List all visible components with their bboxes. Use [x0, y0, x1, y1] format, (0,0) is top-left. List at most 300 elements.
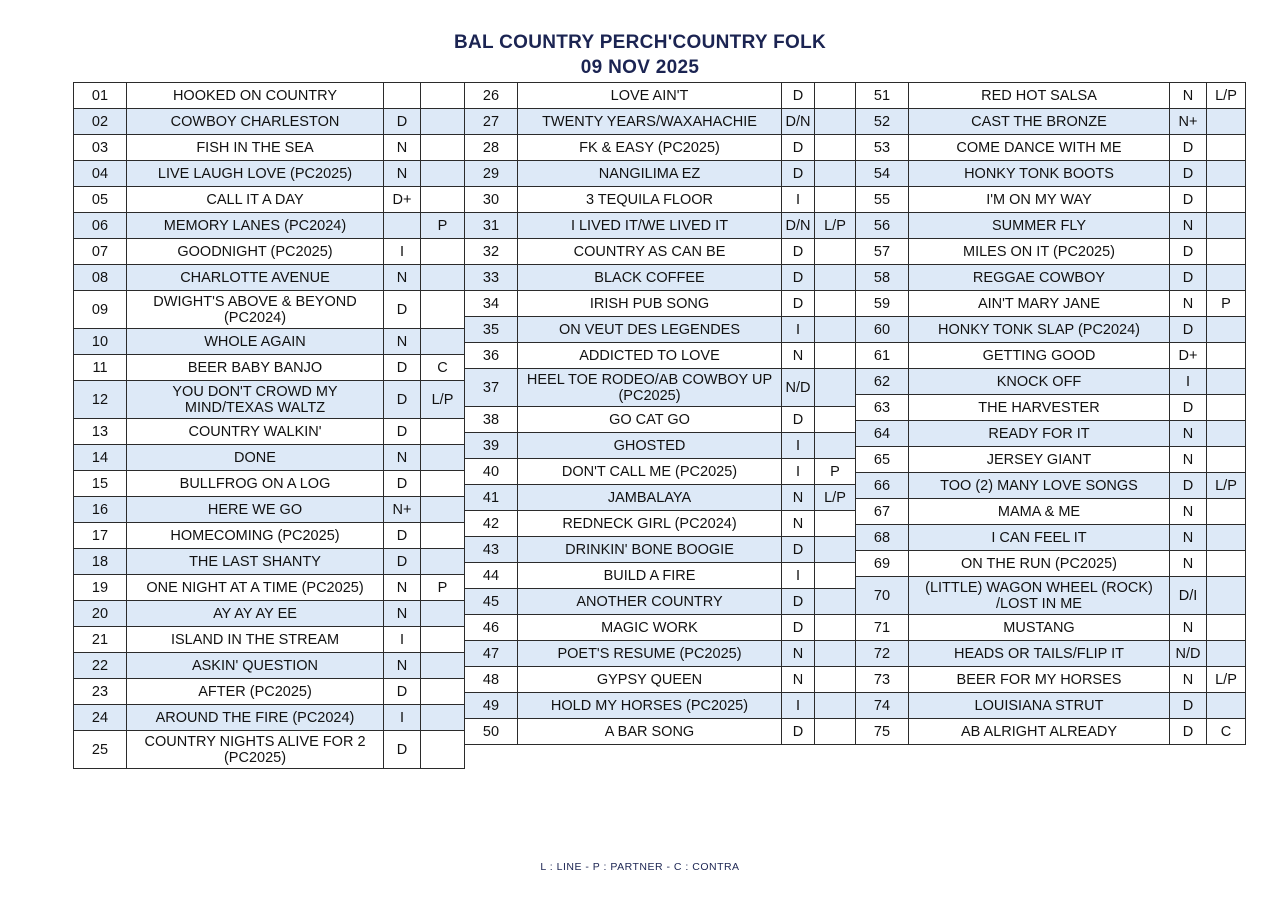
dance-type — [421, 239, 465, 265]
dance-type — [815, 187, 856, 213]
dance-row — [465, 485, 856, 511]
dance-number: 10 — [74, 329, 127, 355]
dance-title: HERE WE GO — [127, 497, 384, 523]
dance-type — [421, 161, 465, 187]
dance-type — [1207, 525, 1246, 551]
dance-row — [74, 731, 465, 769]
dance-level: N — [1170, 447, 1207, 473]
dance-type — [421, 135, 465, 161]
dance-row — [465, 459, 856, 485]
dance-title: TWENTY YEARS/WAXAHACHIE — [518, 109, 782, 135]
dance-title: COUNTRY AS CAN BE — [518, 239, 782, 265]
dance-type — [815, 641, 856, 667]
dance-level: N — [782, 667, 815, 693]
dance-title: HOMECOMING (PC2025) — [127, 523, 384, 549]
dance-level: I — [384, 705, 421, 731]
dance-level: D — [384, 291, 421, 329]
dance-number: 37 — [465, 369, 518, 407]
dance-row — [465, 83, 856, 109]
dance-type — [1207, 213, 1246, 239]
dance-number: 07 — [74, 239, 127, 265]
dance-type — [421, 679, 465, 705]
dance-type: C — [1207, 719, 1246, 745]
dance-type: L/P — [1207, 473, 1246, 499]
dance-title: RED HOT SALSA — [909, 83, 1170, 109]
dance-number: 73 — [856, 667, 909, 693]
dance-level: D — [1170, 395, 1207, 421]
dance-title: HOOKED ON COUNTRY — [127, 83, 384, 109]
dance-number: 22 — [74, 653, 127, 679]
dance-number: 38 — [465, 407, 518, 433]
dance-number: 33 — [465, 265, 518, 291]
dance-number: 75 — [856, 719, 909, 745]
dance-row — [856, 161, 1246, 187]
dance-type: P — [421, 575, 465, 601]
dance-type — [1207, 265, 1246, 291]
dance-number: 13 — [74, 419, 127, 445]
dance-level: I — [384, 627, 421, 653]
dance-number: 67 — [856, 499, 909, 525]
dance-type — [421, 187, 465, 213]
dance-title: ASKIN' QUESTION — [127, 653, 384, 679]
dance-type — [421, 731, 465, 769]
dance-type — [1207, 369, 1246, 395]
dance-row — [856, 525, 1246, 551]
dance-title: COUNTRY WALKIN' — [127, 419, 384, 445]
dance-row — [74, 83, 465, 109]
dance-number: 28 — [465, 135, 518, 161]
dance-row — [465, 135, 856, 161]
dance-number: 25 — [74, 731, 127, 769]
dance-row — [465, 187, 856, 213]
dance-level: N — [1170, 499, 1207, 525]
dance-number: 64 — [856, 421, 909, 447]
dance-row — [465, 719, 856, 745]
dance-level: D+ — [1170, 343, 1207, 369]
dance-type — [815, 109, 856, 135]
dance-row — [74, 381, 465, 419]
dance-type — [421, 445, 465, 471]
dance-level: N — [384, 445, 421, 471]
dance-title: I'M ON MY WAY — [909, 187, 1170, 213]
dance-number: 02 — [74, 109, 127, 135]
dance-type: L/P — [815, 485, 856, 511]
dance-number: 47 — [465, 641, 518, 667]
dance-level: D/I — [1170, 577, 1207, 615]
dance-number: 16 — [74, 497, 127, 523]
dance-level: D — [782, 83, 815, 109]
dance-row — [465, 407, 856, 433]
dance-number: 72 — [856, 641, 909, 667]
dance-level: D — [384, 419, 421, 445]
dance-level: D — [384, 381, 421, 419]
dance-title: HONKY TONK SLAP (PC2024) — [909, 317, 1170, 343]
legend: L : LINE - P : PARTNER - C : CONTRA — [540, 861, 740, 873]
dance-row — [465, 537, 856, 563]
dance-title: CALL IT A DAY — [127, 187, 384, 213]
dance-title: CHARLOTTE AVENUE — [127, 265, 384, 291]
dance-row — [856, 693, 1246, 719]
dance-level: N — [1170, 615, 1207, 641]
dance-type — [421, 329, 465, 355]
dance-type — [815, 511, 856, 537]
dance-level: N — [1170, 421, 1207, 447]
dance-type — [421, 601, 465, 627]
dance-type — [1207, 135, 1246, 161]
dance-number: 41 — [465, 485, 518, 511]
dance-table-1 — [73, 82, 465, 769]
dance-number: 08 — [74, 265, 127, 291]
dance-type — [1207, 343, 1246, 369]
dance-row — [465, 265, 856, 291]
dance-row — [856, 473, 1246, 499]
dance-number: 42 — [465, 511, 518, 537]
dance-type — [1207, 693, 1246, 719]
dance-level: D — [1170, 265, 1207, 291]
dance-title: AIN'T MARY JANE — [909, 291, 1170, 317]
dance-title: COWBOY CHARLESTON — [127, 109, 384, 135]
dance-number: 23 — [74, 679, 127, 705]
dance-level: N — [384, 329, 421, 355]
dance-title: MILES ON IT (PC2025) — [909, 239, 1170, 265]
dance-row — [74, 187, 465, 213]
dance-row — [856, 265, 1246, 291]
dance-level: N — [1170, 667, 1207, 693]
dance-title: SUMMER FLY — [909, 213, 1170, 239]
dance-title: LIVE LAUGH LOVE (PC2025) — [127, 161, 384, 187]
dance-level: D — [1170, 187, 1207, 213]
dance-type — [421, 497, 465, 523]
dance-level: I — [384, 239, 421, 265]
dance-number: 14 — [74, 445, 127, 471]
dance-row — [856, 213, 1246, 239]
dance-title: A BAR SONG — [518, 719, 782, 745]
dance-title: THE LAST SHANTY — [127, 549, 384, 575]
dance-row — [465, 317, 856, 343]
dance-type — [1207, 395, 1246, 421]
dance-level: D/N — [782, 109, 815, 135]
dance-row — [856, 551, 1246, 577]
dance-number: 29 — [465, 161, 518, 187]
dance-row — [74, 329, 465, 355]
dance-row — [465, 589, 856, 615]
dance-number: 59 — [856, 291, 909, 317]
dance-number: 53 — [856, 135, 909, 161]
dance-number: 30 — [465, 187, 518, 213]
dance-number: 17 — [74, 523, 127, 549]
dance-number: 70 — [856, 577, 909, 615]
dance-type — [815, 563, 856, 589]
dance-title: MEMORY LANES (PC2024) — [127, 213, 384, 239]
dance-number: 21 — [74, 627, 127, 653]
dance-number: 56 — [856, 213, 909, 239]
dance-row — [856, 447, 1246, 473]
dance-row — [465, 161, 856, 187]
dance-row — [856, 667, 1246, 693]
dance-number: 71 — [856, 615, 909, 641]
dance-title: DON'T CALL ME (PC2025) — [518, 459, 782, 485]
dance-type — [1207, 551, 1246, 577]
dance-type — [815, 589, 856, 615]
dance-level: D — [384, 471, 421, 497]
dance-number: 51 — [856, 83, 909, 109]
dance-title: POET'S RESUME (PC2025) — [518, 641, 782, 667]
dance-title: CAST THE BRONZE — [909, 109, 1170, 135]
dance-number: 49 — [465, 693, 518, 719]
dance-type — [421, 109, 465, 135]
dance-level: N — [782, 343, 815, 369]
dance-title: GO CAT GO — [518, 407, 782, 433]
dance-title: DRINKIN' BONE BOOGIE — [518, 537, 782, 563]
dance-number: 46 — [465, 615, 518, 641]
dance-level: N — [1170, 525, 1207, 551]
dance-type: L/P — [815, 213, 856, 239]
event-date: 09 NOV 2025 — [580, 57, 700, 78]
dance-row — [465, 109, 856, 135]
dance-number: 26 — [465, 83, 518, 109]
dance-level: N — [782, 641, 815, 667]
dance-level: D — [384, 549, 421, 575]
dance-title: FK & EASY (PC2025) — [518, 135, 782, 161]
dance-level: N — [782, 485, 815, 511]
dance-title: NANGILIMA EZ — [518, 161, 782, 187]
dance-number: 60 — [856, 317, 909, 343]
dance-title: IRISH PUB SONG — [518, 291, 782, 317]
dance-row — [74, 161, 465, 187]
dance-level: D — [1170, 719, 1207, 745]
dance-level: D — [1170, 161, 1207, 187]
dance-level — [384, 213, 421, 239]
dance-type: P — [421, 213, 465, 239]
dance-type — [1207, 447, 1246, 473]
dance-level: D — [1170, 693, 1207, 719]
dance-type — [421, 291, 465, 329]
dance-row — [465, 511, 856, 537]
dance-level: N — [1170, 551, 1207, 577]
dance-level — [384, 83, 421, 109]
dance-number: 36 — [465, 343, 518, 369]
dance-number: 48 — [465, 667, 518, 693]
dance-number: 18 — [74, 549, 127, 575]
dance-type — [815, 537, 856, 563]
dance-type — [1207, 641, 1246, 667]
dance-row — [74, 471, 465, 497]
dance-number: 44 — [465, 563, 518, 589]
dance-level: N+ — [1170, 109, 1207, 135]
dance-row — [74, 601, 465, 627]
dance-row — [74, 291, 465, 329]
dance-row — [74, 549, 465, 575]
dance-level: D — [384, 109, 421, 135]
dance-type — [815, 667, 856, 693]
dance-title: DONE — [127, 445, 384, 471]
dance-row — [856, 641, 1246, 667]
dance-level: I — [782, 693, 815, 719]
dance-level: D+ — [384, 187, 421, 213]
dance-row — [74, 109, 465, 135]
dance-row — [465, 667, 856, 693]
dance-type — [421, 471, 465, 497]
dance-level: N — [384, 161, 421, 187]
dance-level: N — [1170, 291, 1207, 317]
dance-level: D — [782, 135, 815, 161]
dance-title: BEER FOR MY HORSES — [909, 667, 1170, 693]
dance-number: 04 — [74, 161, 127, 187]
dance-title: MUSTANG — [909, 615, 1170, 641]
dance-type — [1207, 421, 1246, 447]
dance-title: HEEL TOE RODEO/AB COWBOY UP (PC2025) — [518, 369, 782, 407]
dance-type — [815, 343, 856, 369]
dance-row — [74, 523, 465, 549]
dance-type — [815, 719, 856, 745]
page-title: BAL COUNTRY PERCH'COUNTRY FOLK — [453, 32, 827, 53]
dance-level: I — [782, 317, 815, 343]
dance-title: BUILD A FIRE — [518, 563, 782, 589]
dance-title: BEER BABY BANJO — [127, 355, 384, 381]
dance-level: D — [1170, 239, 1207, 265]
dance-row — [856, 291, 1246, 317]
dance-row — [856, 343, 1246, 369]
dance-level: D — [782, 161, 815, 187]
dance-type — [815, 239, 856, 265]
dance-table-2 — [464, 82, 856, 745]
dance-table-3 — [855, 82, 1246, 745]
dance-type — [1207, 187, 1246, 213]
dance-title: I LIVED IT/WE LIVED IT — [518, 213, 782, 239]
dance-type — [815, 693, 856, 719]
dance-number: 58 — [856, 265, 909, 291]
dance-title: 3 TEQUILA FLOOR — [518, 187, 782, 213]
dance-row — [465, 343, 856, 369]
dance-level: I — [1170, 369, 1207, 395]
dance-type — [815, 265, 856, 291]
dance-number: 54 — [856, 161, 909, 187]
dance-row — [74, 653, 465, 679]
dance-title: ON VEUT DES LEGENDES — [518, 317, 782, 343]
dance-type — [815, 135, 856, 161]
dance-level: D/N — [782, 213, 815, 239]
dance-number: 31 — [465, 213, 518, 239]
dance-type — [815, 615, 856, 641]
dance-level: N — [384, 601, 421, 627]
dance-number: 24 — [74, 705, 127, 731]
dance-title: ON THE RUN (PC2025) — [909, 551, 1170, 577]
dance-type: L/P — [1207, 667, 1246, 693]
dance-type — [421, 627, 465, 653]
dance-title: COME DANCE WITH ME — [909, 135, 1170, 161]
dance-number: 34 — [465, 291, 518, 317]
dance-type — [421, 83, 465, 109]
dance-title: LOVE AIN'T — [518, 83, 782, 109]
dance-type — [421, 653, 465, 679]
dance-level: D — [384, 355, 421, 381]
dance-number: 68 — [856, 525, 909, 551]
dance-level: N — [384, 653, 421, 679]
dance-number: 57 — [856, 239, 909, 265]
dance-title: AROUND THE FIRE (PC2024) — [127, 705, 384, 731]
dance-level: D — [782, 239, 815, 265]
dance-type — [815, 161, 856, 187]
dance-row — [465, 239, 856, 265]
dance-number: 03 — [74, 135, 127, 161]
dance-level: N/D — [1170, 641, 1207, 667]
dance-number: 62 — [856, 369, 909, 395]
dance-row — [856, 577, 1246, 615]
dance-title: REGGAE COWBOY — [909, 265, 1170, 291]
dance-type — [1207, 239, 1246, 265]
dance-number: 27 — [465, 109, 518, 135]
dance-title: WHOLE AGAIN — [127, 329, 384, 355]
dance-level: N — [384, 575, 421, 601]
dance-number: 39 — [465, 433, 518, 459]
dance-row — [465, 369, 856, 407]
dance-level: D — [1170, 135, 1207, 161]
dance-type — [421, 549, 465, 575]
dance-number: 19 — [74, 575, 127, 601]
dance-number: 55 — [856, 187, 909, 213]
dance-row — [465, 615, 856, 641]
dance-row — [856, 719, 1246, 745]
dance-title: ONE NIGHT AT A TIME (PC2025) — [127, 575, 384, 601]
dance-title: THE HARVESTER — [909, 395, 1170, 421]
dance-row — [856, 499, 1246, 525]
dance-row — [74, 265, 465, 291]
dance-title: HOLD MY HORSES (PC2025) — [518, 693, 782, 719]
dance-row — [74, 135, 465, 161]
dance-number: 45 — [465, 589, 518, 615]
dance-type — [421, 265, 465, 291]
dance-type — [815, 369, 856, 407]
dance-title: TOO (2) MANY LOVE SONGS — [909, 473, 1170, 499]
dance-title: JERSEY GIANT — [909, 447, 1170, 473]
dance-number: 66 — [856, 473, 909, 499]
dance-type — [1207, 317, 1246, 343]
dance-title: BLACK COFFEE — [518, 265, 782, 291]
dance-row — [465, 291, 856, 317]
dance-title: I CAN FEEL IT — [909, 525, 1170, 551]
dance-row — [856, 395, 1246, 421]
dance-type: P — [815, 459, 856, 485]
dance-level: I — [782, 187, 815, 213]
dance-row — [856, 421, 1246, 447]
dance-type — [815, 83, 856, 109]
dance-level: D — [782, 589, 815, 615]
dance-number: 61 — [856, 343, 909, 369]
dance-row — [74, 627, 465, 653]
dance-level: N/D — [782, 369, 815, 407]
dance-number: 32 — [465, 239, 518, 265]
dance-number: 43 — [465, 537, 518, 563]
dance-number: 52 — [856, 109, 909, 135]
dance-level: N — [1170, 213, 1207, 239]
dance-title: ANOTHER COUNTRY — [518, 589, 782, 615]
dance-row — [856, 369, 1246, 395]
dance-type — [1207, 109, 1246, 135]
dance-row — [74, 355, 465, 381]
dance-row — [856, 187, 1246, 213]
dance-level: N — [384, 135, 421, 161]
dance-row — [856, 109, 1246, 135]
dance-title: REDNECK GIRL (PC2024) — [518, 511, 782, 537]
dance-level: I — [782, 563, 815, 589]
dance-level: N — [384, 265, 421, 291]
dance-title: HEADS OR TAILS/FLIP IT — [909, 641, 1170, 667]
dance-type — [421, 705, 465, 731]
dance-row — [465, 213, 856, 239]
dance-row — [74, 239, 465, 265]
dance-level: D — [782, 407, 815, 433]
dance-title: COUNTRY NIGHTS ALIVE FOR 2 (PC2025) — [127, 731, 384, 769]
